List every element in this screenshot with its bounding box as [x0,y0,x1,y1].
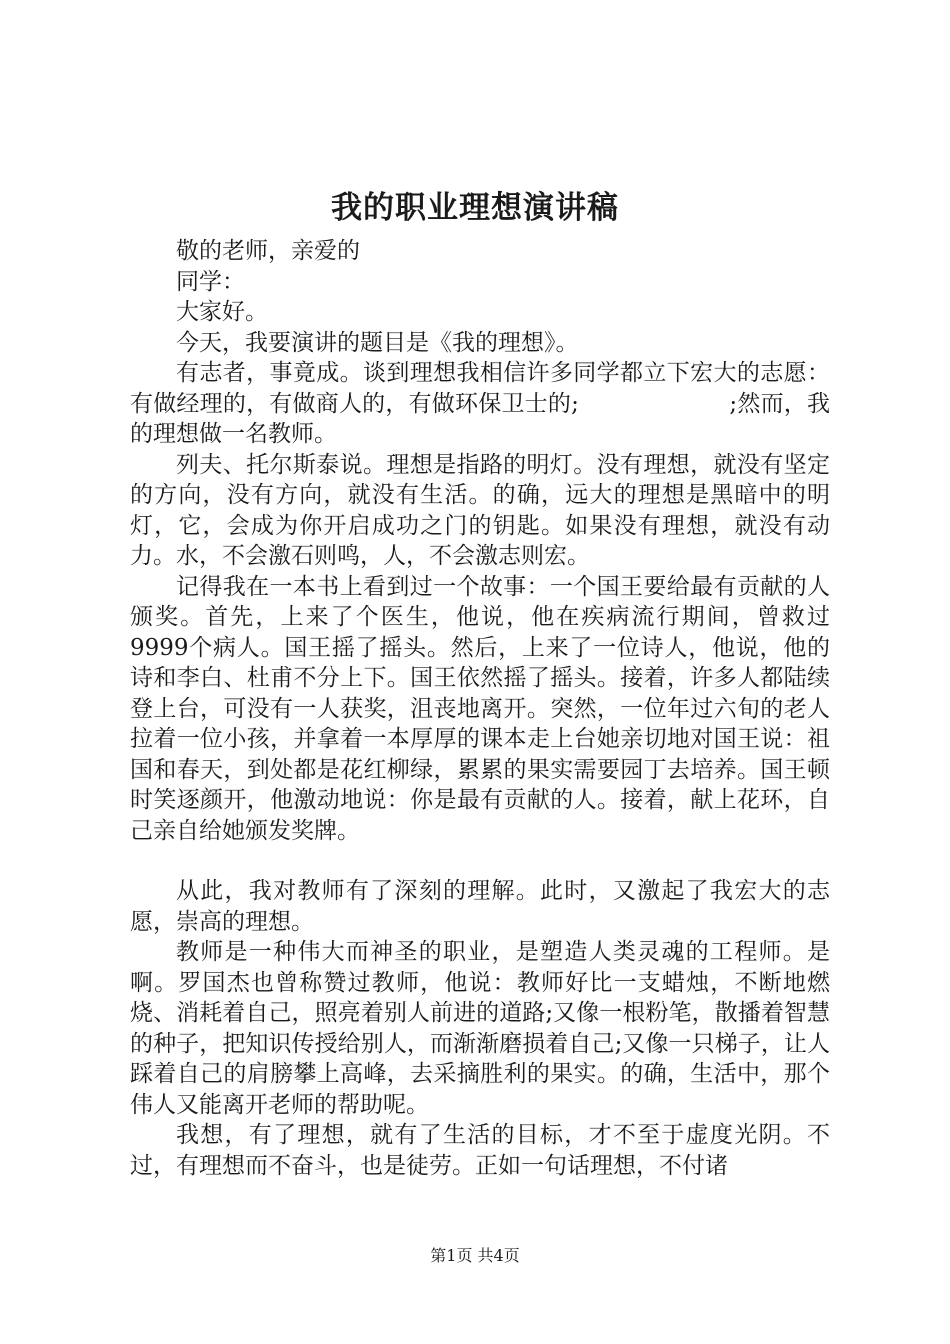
paragraph: 列夫、托尔斯泰说。理想是指路的明灯。没有理想，就没有坚定的方向，没有方向，就没有生活。的确，远大的理想是黑暗中的明灯，它，会成为你开启成功之门的钥匙。如果没有理想，就没有动力。水，不会激石则鸣，人，不会激志则宏。 [130,451,830,569]
paragraph: 记得我在一本书上看到过一个故事：一个国王要给最有贡献的人颁奖。首先，上来了个医生，他说，他在疾病流行期间，曾救过9999个病人。国王摇了摇头。然后，上来了一位诗人，他说，他的诗和李白、杜甫不分上下。国王依然摇了摇头。接着，许多人都陆续登上台，可没有一人获奖，沮丧地离开。突然，一位年过六旬的老人拉着一位小孩，并拿着一本厚厚的课本走上台她亲切地对国王说：祖国和春天，到处都是花红柳绿，累累的果实需要园丁去培养。国王顿时笑逐颜开，他激动地说：你是最有贡献的人。接着，献上花环，自己亲自给她颁发奖牌。 [130,573,830,844]
document-body [130,236,830,1181]
paragraph: 大家好。 [176,299,268,325]
page-number-footer: 第1页 共4页 [430,1246,520,1265]
paragraph: 我想，有了理想，就有了生活的目标，才不至于虚度光阴。不过，有理想而不奋斗，也是徒劳。正如一句话理想，不付诸 [130,1122,830,1179]
paragraph: 有志者，事竟成。谈到理想我相信许多同学都立下宏大的志愿：有做经理的，有做商人的，有做环保卫士的; ;然而，我的理想做一名教师。 [130,360,830,447]
paragraph: 教师是一种伟大而神圣的职业，是塑造人类灵魂的工程师。是啊。罗国杰也曾称赞过教师，他说：教师好比一支蜡烛，不断地燃烧、消耗着自己，照亮着别人前进的道路;又像一根粉笔，散播着智慧的种子，把知识传授给别人，而渐渐磨损着自己;又像一只梯子，让人踩着自己的肩膀攀上高峰，去采摘胜利的果实。的确，生活中，那个伟人又能离开老师的帮助呢。 [130,939,830,1118]
document-title: 我的职业理想演讲稿 [331,190,619,226]
paragraph: 今天，我要演讲的题目是《我的理想》。 [176,329,579,356]
paragraph: 从此，我对教师有了深刻的理解。此时，又激起了我宏大的志愿，崇高的理想。 [130,878,830,935]
paragraph: 同学： [176,268,245,295]
paragraph: 敬的老师，亲爱的 [176,238,360,264]
